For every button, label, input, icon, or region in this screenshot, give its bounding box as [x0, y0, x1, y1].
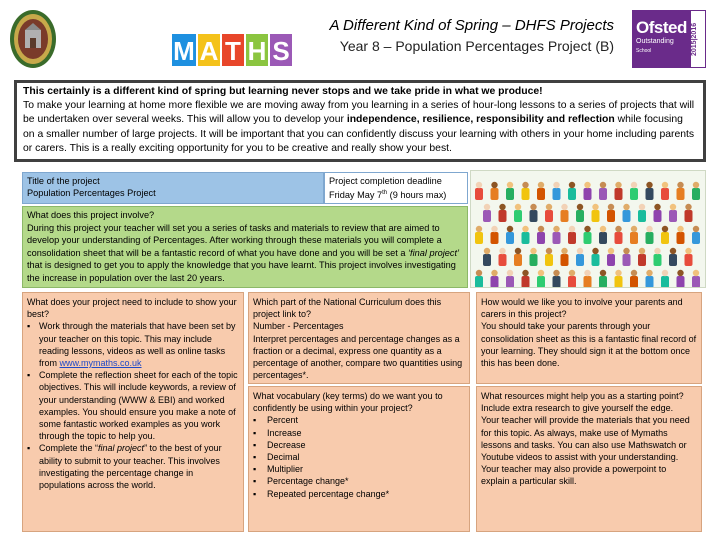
person-figure	[692, 182, 700, 200]
person-figure	[669, 248, 677, 266]
include-item	[27, 442, 239, 491]
person-figure	[661, 182, 669, 200]
vocabulary-item: ▪ Repeated percentage change*	[253, 488, 465, 500]
vocabulary-item: ▪ Increase	[253, 427, 465, 439]
include-item-text: ” to the best of your ability to submit to your teacher. This involves investigating the percentage change in populations across the world.	[39, 443, 222, 491]
person-figure	[646, 270, 654, 288]
person-figure	[506, 226, 514, 244]
page-subtitle: Year 8 – Population Percentages Project (B)	[339, 38, 614, 54]
person-figure	[599, 226, 607, 244]
person-figure	[522, 270, 530, 288]
person-figure	[599, 270, 607, 288]
person-figure	[615, 270, 623, 288]
maths-logo	[172, 30, 294, 68]
person-figure	[568, 226, 576, 244]
vocabulary-item: ▪ Decrease	[253, 439, 465, 451]
deadline-cell	[324, 172, 468, 204]
person-figure	[599, 182, 607, 200]
person-figure	[537, 182, 545, 200]
person-figure	[654, 248, 662, 266]
svg-text:M: M	[173, 36, 195, 66]
resources-heading: What resources might help you as a starting point? Include extra research to give yourself the edge.	[481, 391, 684, 414]
person-figure	[584, 226, 592, 244]
involve-heading: What does this project involve?	[27, 210, 155, 220]
parents-panel	[476, 292, 702, 384]
intro-text-b: while focusing on a smaller number of large projects. It will be important that you can confidently discuss your learning with others in your home including parents or carers. This is a really exciting opportunity for you to be creative and really show your best.	[23, 114, 695, 154]
include-list	[27, 320, 239, 491]
school-crest-icon	[8, 8, 58, 70]
resources-text: Your teacher will provide the materials that you need for this topic. As always, make use of Mymaths lessons and tasks. You can also use Mathswatch or Youtube videos to assist with your understanding. Your teacher may also provide a powerpoint to explain a particular skill.	[481, 415, 690, 487]
parents-text: You should take your parents through your consolidation sheet as this is a fantastic final record of your learning. They should sign it at the bottom once this has been done.	[481, 321, 697, 369]
person-figure	[638, 248, 646, 266]
involve-final-project: ‘final project’	[408, 247, 460, 258]
curriculum-panel	[248, 292, 470, 384]
person-figure	[630, 182, 638, 200]
person-figure	[669, 204, 677, 222]
person-figure	[530, 248, 538, 266]
deadline-value	[329, 187, 463, 201]
deadline-duration: (9 hours max)	[387, 190, 447, 201]
person-figure	[576, 204, 584, 222]
svg-text:S: S	[272, 36, 290, 66]
include-item-text: Work through the materials that have been set by your teacher on this topic. This may include reading lessons, videos as well as online tasks from	[39, 321, 236, 369]
person-figure	[646, 226, 654, 244]
person-figure	[499, 248, 507, 266]
person-figure	[576, 248, 584, 266]
ofsted-word: Ofsted	[636, 18, 687, 37]
crowd-illustration	[470, 170, 706, 288]
vocabulary-item: ▪ Percent	[253, 414, 465, 426]
person-figure	[506, 270, 514, 288]
person-figure	[623, 204, 631, 222]
ofsted-logo	[632, 10, 706, 68]
resources-panel	[476, 386, 702, 532]
person-figure	[630, 270, 638, 288]
person-figure	[677, 182, 685, 200]
person-figure	[646, 182, 654, 200]
person-figure	[506, 182, 514, 200]
vocabulary-item: ▪ Decimal	[253, 451, 465, 463]
include-panel	[22, 292, 244, 532]
person-figure	[592, 248, 600, 266]
project-title-value: Population Percentages Project	[27, 188, 156, 198]
curriculum-heading: Which part of the National Curriculum does this project link to?	[253, 297, 442, 320]
ofsted-years: 2015|2016	[690, 10, 706, 68]
svg-text:H: H	[247, 36, 267, 66]
person-figure	[545, 204, 553, 222]
page-title: A Different Kind of Spring – DHFS Projects	[329, 17, 614, 34]
intro-text-a: To make your learning at home more flexible we are moving away from you learning in a series of hour-long lessons to a series of projects that will be undertaken over several weeks. This will allow you to develop your	[23, 100, 695, 126]
person-figure	[499, 204, 507, 222]
mymaths-link[interactable]: www.mymaths.co.uk	[59, 358, 142, 369]
involve-panel	[22, 206, 468, 288]
person-figure	[615, 226, 623, 244]
ofsted-provider: School	[636, 48, 652, 54]
person-figure	[692, 226, 700, 244]
include-final-project: final project	[98, 443, 145, 454]
person-figure	[630, 226, 638, 244]
person-figure	[553, 226, 561, 244]
person-figure	[475, 226, 483, 244]
include-item	[27, 320, 239, 369]
involve-text	[27, 222, 463, 285]
intro-headline: This certainly is a different kind of spring but learning never stops and we take pride in what we produce!	[23, 86, 543, 97]
person-figure	[483, 248, 491, 266]
person-figure	[677, 270, 685, 288]
vocabulary-item: ▪ Percentage change*	[253, 475, 465, 487]
person-figure	[537, 270, 545, 288]
person-figure	[514, 204, 522, 222]
header	[0, 0, 720, 78]
deadline-day: Friday May 7	[329, 190, 383, 201]
person-figure	[615, 182, 623, 200]
intro-qualities: independence, resilience, responsibility and reflection	[346, 114, 615, 126]
vocabulary-item: ▪ Multiplier	[253, 463, 465, 475]
person-figure	[677, 226, 685, 244]
person-figure	[475, 270, 483, 288]
deadline-label: Project completion deadline	[329, 176, 442, 186]
involve-text-b: that is designed to get you to apply the knowledge that you have learnt. This project involves investigating the increase in population over the last 20 years.	[27, 260, 456, 283]
person-figure	[491, 182, 499, 200]
person-figure	[553, 270, 561, 288]
intro-panel	[14, 80, 706, 162]
person-figure	[607, 204, 615, 222]
person-figure	[475, 182, 483, 200]
curriculum-text: Interpret percentages and percentage changes as a fraction or a decimal, express one quantity as a percentage of another, compare two quantities using percentages*.	[253, 333, 463, 381]
person-figure	[537, 226, 545, 244]
person-figure	[561, 248, 569, 266]
person-figure	[661, 270, 669, 288]
person-figure	[584, 182, 592, 200]
person-figure	[623, 248, 631, 266]
crowd-figures	[471, 171, 706, 288]
person-figure	[561, 204, 569, 222]
person-figure	[491, 270, 499, 288]
title-box	[296, 16, 618, 72]
person-figure	[654, 204, 662, 222]
person-figure	[592, 204, 600, 222]
include-heading: What does your project need to include to show your best?	[27, 297, 237, 320]
include-item: ▪ Complete the reflection sheet for each of the topic objectives. This will include keywords, a review of your understanding (WWW & EBI) and worked examples. You should ensure you make a note of some fantastic worked examples as you work through the topic to help you.	[27, 369, 239, 442]
person-figure	[638, 204, 646, 222]
person-figure	[514, 248, 522, 266]
person-figure	[522, 226, 530, 244]
project-title-label: Title of the project	[27, 176, 100, 186]
person-figure	[568, 182, 576, 200]
ofsted-rating: Outstanding	[636, 38, 674, 45]
person-figure	[607, 248, 615, 266]
curriculum-strand: Number - Percentages	[253, 321, 344, 332]
person-figure	[530, 204, 538, 222]
involve-text-a: During this project your teacher will set you a series of tasks and materials to review that are aimed to develop your understanding of Percentages. After working through these materials you will complete a consolidation sheet that will be a fantastic record of what you have done and you will be set a	[27, 222, 442, 258]
person-figure	[568, 270, 576, 288]
person-figure	[685, 204, 693, 222]
svg-text:T: T	[225, 36, 241, 66]
person-figure	[483, 204, 491, 222]
vocabulary-heading: What vocabulary (key terms) do we want you to confidently be using within your project?	[253, 391, 443, 414]
include-item-text: Complete the “	[39, 443, 99, 454]
person-figure	[685, 248, 693, 266]
person-figure	[553, 182, 561, 200]
person-figure	[491, 226, 499, 244]
person-figure	[522, 182, 530, 200]
person-figure	[661, 226, 669, 244]
svg-text:A: A	[199, 36, 219, 66]
person-figure	[692, 270, 700, 288]
person-figure	[584, 270, 592, 288]
person-figure	[545, 248, 553, 266]
project-title-cell	[22, 172, 324, 204]
vocabulary-list	[253, 414, 465, 499]
parents-heading: How would we like you to involve your parents and carers in this project?	[481, 297, 683, 320]
vocabulary-panel	[248, 386, 470, 532]
deadline-suffix: th	[382, 190, 388, 196]
